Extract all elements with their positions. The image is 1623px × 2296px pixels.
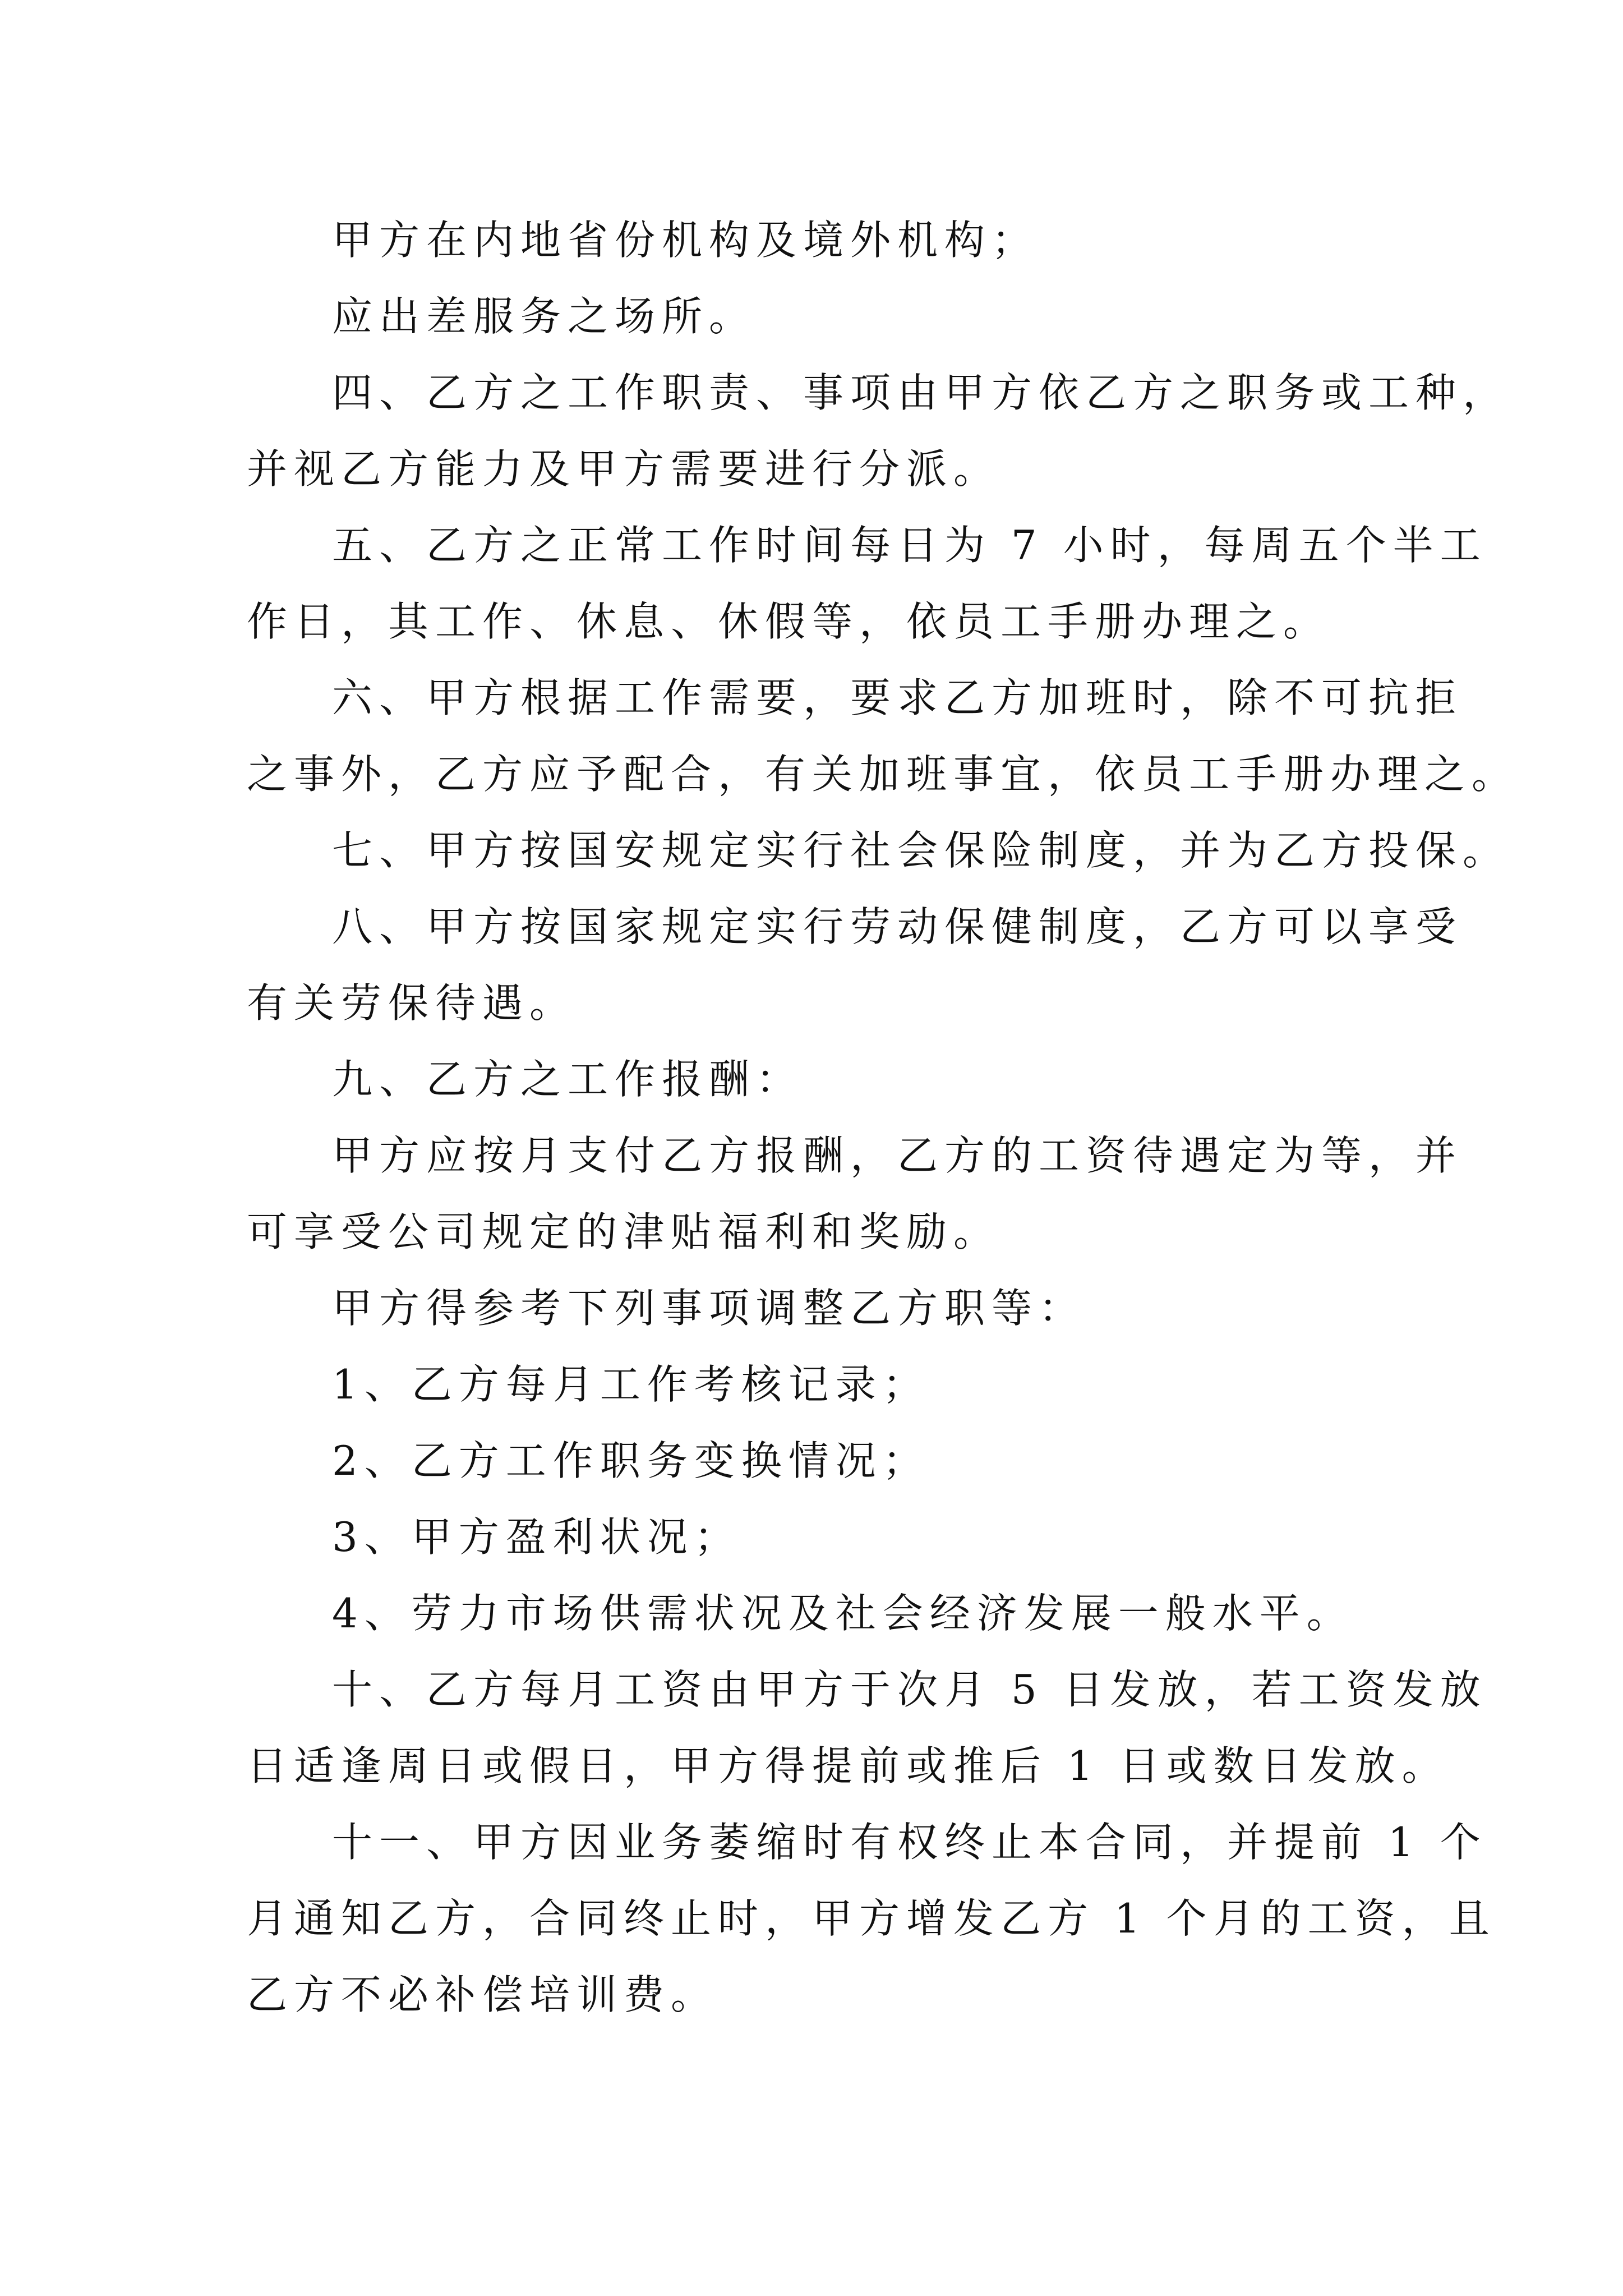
text-line: 甲方应按月支付乙方报酬，乙方的工资待遇定为等，并: [332, 1132, 1463, 1179]
text-line: 五、乙方之正常工作时间每日为 7 小时，每周五个半工: [332, 522, 1487, 569]
text-line: 可享受公司规定的津贴福利和奖励。: [247, 1208, 1001, 1255]
text-line: 四、乙方之工作职责、事项由甲方依乙方之职务或工种，: [332, 369, 1510, 416]
text-line: 六、甲方根据工作需要，要求乙方加班时，除不可抗拒: [332, 674, 1463, 721]
text-line: 日适逢周日或假日，甲方得提前或推后 1 日或数日发放。: [247, 1742, 1449, 1789]
text-line: 有关劳保待遇。: [247, 979, 577, 1027]
text-line: 4、劳力市场供需状况及社会经济发展一般水平。: [332, 1590, 1354, 1637]
text-line: 月通知乙方，合同终止时，甲方增发乙方 1 个月的工资，且: [247, 1895, 1496, 1942]
text-line: 八、甲方按国家规定实行劳动保健制度，乙方可以享受: [332, 903, 1463, 950]
text-line: 应出差服务之场所。: [332, 293, 757, 340]
text-line: 并视乙方能力及甲方需要进行分派。: [247, 445, 1001, 493]
document-body: [247, 202, 1519, 2033]
text-line: 七、甲方按国安规定实行社会保险制度，并为乙方投保。: [332, 827, 1510, 874]
text-line: 1、乙方每月工作考核记录；: [332, 1361, 930, 1408]
text-line: 十一、甲方因业务萎缩时有权终止本合同，并提前 1 个: [332, 1819, 1487, 1866]
text-line: 十、乙方每月工资由甲方于次月 5 日发放，若工资发放: [332, 1666, 1487, 1713]
text-line: 之事外，乙方应予配合，有关加班事宜，依员工手册办理之。: [247, 751, 1519, 798]
text-line: 2、乙方工作职务变换情况；: [332, 1437, 930, 1484]
text-line: 作日，其工作、休息、休假等，依员工手册办理之。: [247, 598, 1331, 645]
text-line: 甲方在内地省份机构及境外机构；: [332, 217, 1039, 264]
text-line: 3、甲方盈利状况；: [332, 1513, 741, 1561]
text-line: 甲方得参考下列事项调整乙方职等：: [332, 1285, 1086, 1332]
text-line: 九、乙方之工作报酬：: [332, 1056, 804, 1103]
text-line: 乙方不必补偿培训费。: [247, 1971, 718, 2018]
